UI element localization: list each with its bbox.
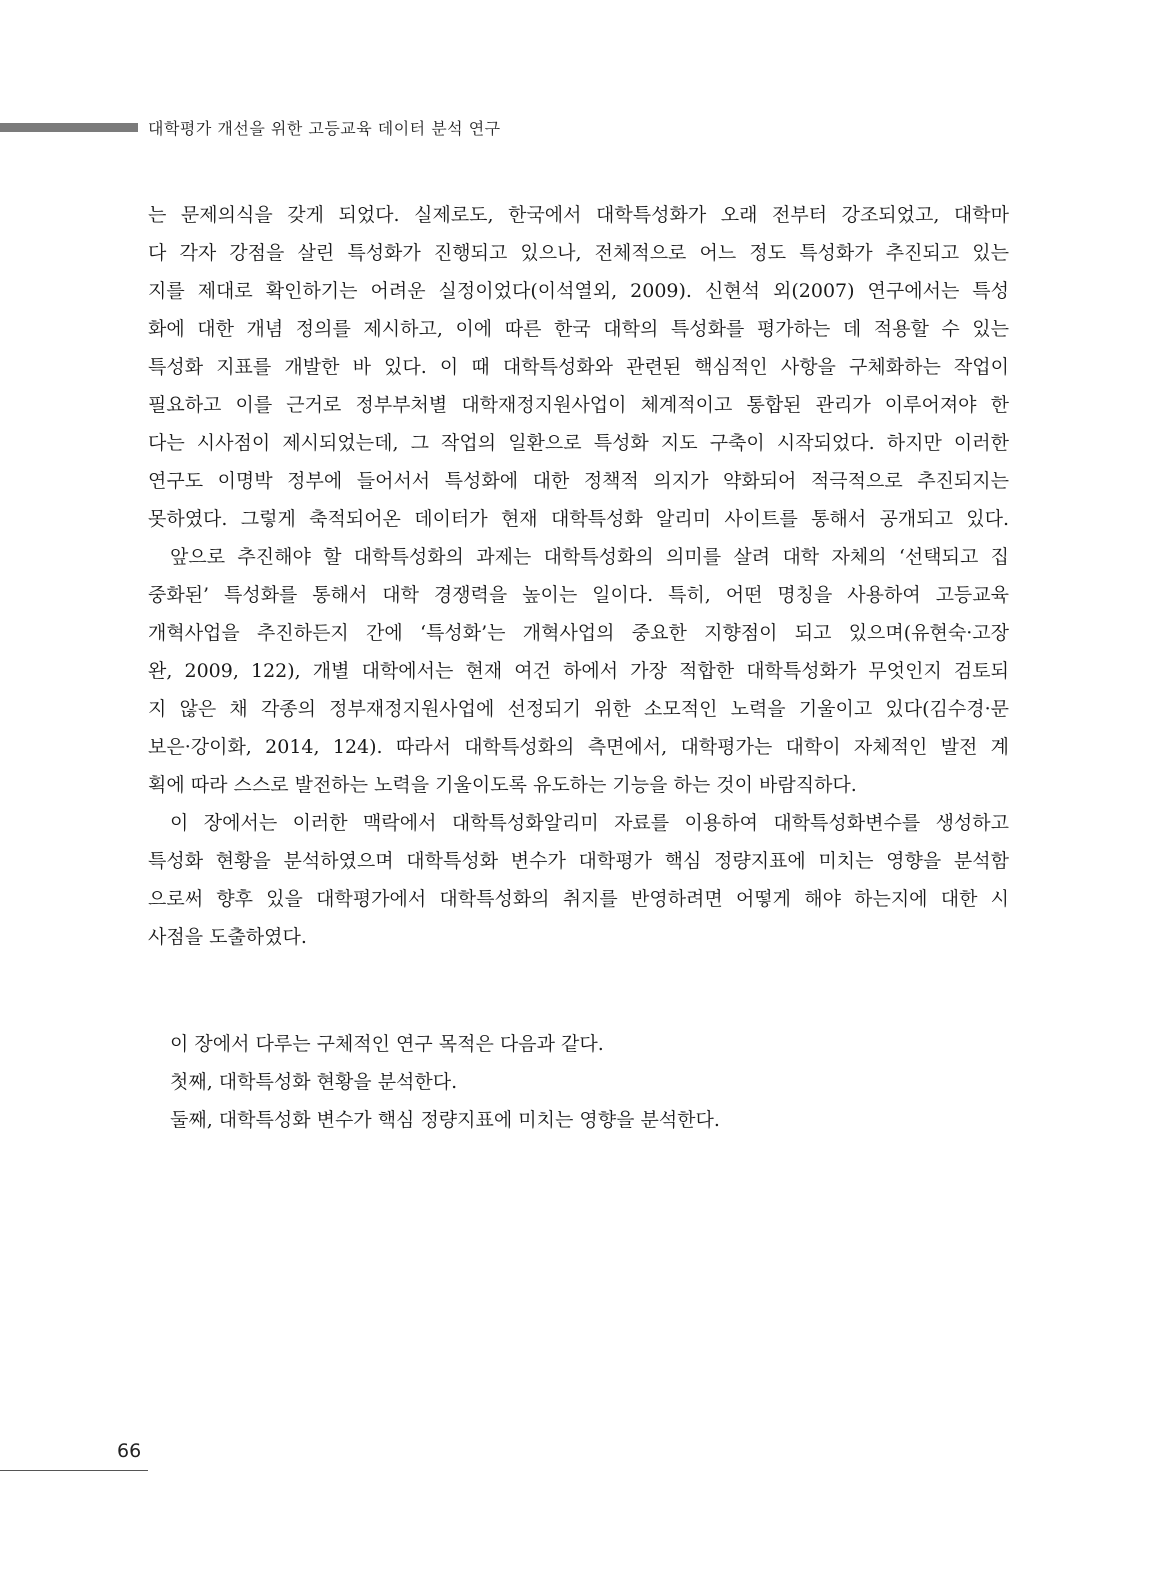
paragraph-2: [148, 538, 1009, 804]
text-line: 개혁사업을 추진하든지 간에 ‘특성화’는 개혁사업의 중요한 지향점이 되고 있으며(유현숙·고장: [148, 622, 1009, 644]
text-line: 중화된’ 특성화를 통해서 대학 경쟁력을 높이는 일이다. 특히, 어떤 명칭을 사용하여 고등교육: [148, 584, 1009, 606]
text-line: 으로써 향후 있을 대학평가에서 대학특성화의 취지를 반영하려면 어떻게 해야 하는지에 대한 시: [148, 888, 1009, 910]
footer-rule: [0, 1470, 148, 1471]
text-line: 완, 2009, 122), 개별 대학에서는 현재 여건 하에서 가장 적합한 대학특성화가 무엇인지 검토되: [148, 660, 1009, 682]
text-line: 사점을 도출하였다.: [148, 926, 307, 948]
text-line: 앞으로 추진해야 할 대학특성화의 과제는 대학특성화의 의미를 살려 대학 자체의 ‘선택되고 집: [170, 546, 1009, 568]
running-head-title: 대학평가 개선을 위한 고등교육 데이터 분석 연구: [148, 119, 501, 138]
objective-item-1: 첫째, 대학특성화 현황을 분석한다.: [170, 1071, 458, 1093]
text-line: 지 않은 채 각종의 정부재정지원사업에 선정되기 위한 소모적인 노력을 기울이고 있다(김수경·문: [148, 698, 1009, 720]
text-line: 다는 시사점이 제시되었는데, 그 작업의 일환으로 특성화 지도 구축이 시작되었다. 하지만 이러한: [148, 432, 1009, 454]
research-objectives: [148, 1025, 1009, 1139]
text-line: 획에 따라 스스로 발전하는 노력을 기울이도록 유도하는 기능을 하는 것이 바람직하다.: [148, 774, 857, 796]
paragraph-1: [148, 196, 1009, 538]
text-line: 특성화 현황을 분석하였으며 대학특성화 변수가 대학평가 핵심 정량지표에 미치는 영향을 분석함: [148, 850, 1009, 872]
text-line: 이 장에서는 이러한 맥락에서 대학특성화알리미 자료를 이용하여 대학특성화변수를 생성하고: [170, 812, 1009, 834]
text-line: 다 각자 강점을 살린 특성화가 진행되고 있으나, 전체적으로 어느 정도 특성화가 추진되고 있는: [148, 242, 1009, 264]
text-line: 연구도 이명박 정부에 들어서서 특성화에 대한 정책적 의지가 약화되어 적극적으로 추진되지는: [148, 470, 1009, 492]
text-line: 지를 제대로 확인하기는 어려운 실정이었다(이석열외, 2009). 신현석 외(2007) 연구에서는 특성: [148, 280, 1009, 302]
text-line: 는 문제의식을 갖게 되었다. 실제로도, 한국에서 대학특성화가 오래 전부터 강조되었고, 대학마: [148, 204, 1009, 226]
paragraph-3: [148, 804, 1009, 956]
text-line: 못하였다. 그렇게 축적되어온 데이터가 현재 대학특성화 알리미 사이트를 통해서 공개되고 있다.: [148, 508, 1009, 530]
text-line: 화에 대한 개념 정의를 제시하고, 이에 따른 한국 대학의 특성화를 평가하는 데 적용할 수 있는: [148, 318, 1009, 340]
objective-item-2: 둘째, 대학특성화 변수가 핵심 정량지표에 미치는 영향을 분석한다.: [170, 1109, 720, 1131]
header-bar-decoration: [0, 123, 138, 132]
objectives-intro: 이 장에서 다루는 구체적인 연구 목적은 다음과 같다.: [170, 1033, 604, 1055]
body-text: [148, 196, 1009, 956]
text-line: 보은·강이화, 2014, 124). 따라서 대학특성화의 측면에서, 대학평가는 대학이 자체적인 발전 계: [148, 736, 1009, 758]
text-line: 특성화 지표를 개발한 바 있다. 이 때 대학특성화와 관련된 핵심적인 사항을 구체화하는 작업이: [148, 356, 1009, 378]
text-line: 필요하고 이를 근거로 정부부처별 대학재정지원사업이 체계적이고 통합된 관리가 이루어져야 한: [148, 394, 1009, 416]
page-number: 66: [117, 1440, 142, 1462]
